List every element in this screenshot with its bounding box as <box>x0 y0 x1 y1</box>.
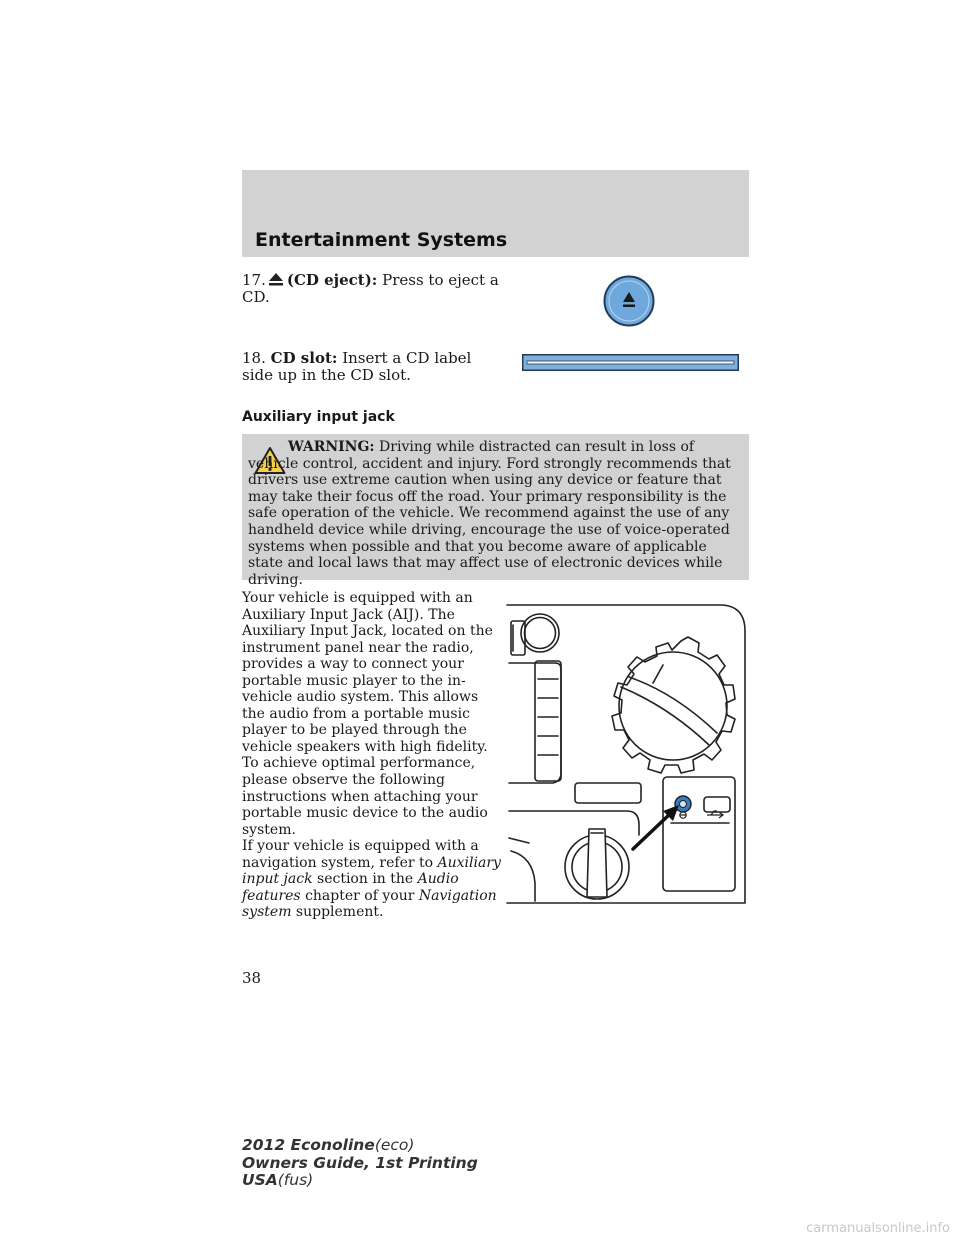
page-number: 38 <box>242 969 262 987</box>
cd-slot-icon <box>522 354 739 371</box>
warning-text <box>248 439 742 588</box>
item-text: Press to eject a CD. <box>242 271 499 306</box>
cd-eject-button-illustration <box>603 275 655 327</box>
item-label: CD slot: <box>270 349 338 367</box>
item-text: Insert a CD label side up in the CD slot. <box>242 349 472 384</box>
item-number: 17. <box>242 271 266 289</box>
eject-icon <box>268 272 284 286</box>
instrument-panel-illustration <box>505 603 749 905</box>
item-label: (CD eject): <box>286 271 378 289</box>
aij-navigation-note: If your vehicle is equipped with a navigation system, refer to Auxiliary input jack section in the Audio features chapter of your Navigation system supplement. <box>242 838 501 921</box>
auxiliary-input-description <box>242 590 504 921</box>
warning-box <box>242 434 749 588</box>
cd-eject-description <box>242 272 504 306</box>
footer-line-region: USA(fus) <box>242 1171 314 1189</box>
footer-line-guide: Owners Guide, 1st Printing <box>242 1153 478 1172</box>
reference-navigation-system: Navigation system <box>242 887 497 921</box>
watermark: carmanualsonline.info <box>806 1221 950 1236</box>
section-header-band <box>242 170 749 257</box>
footer-line-model: 2012 Econoline(eco) <box>242 1136 415 1154</box>
warning-body: Driving while distracted can result in loss of vehicle control, accident and injury. Ford strongly recommends that drivers use extreme caution when using any device or feature that may take their focus off the road. Your primary responsibility is the safe operation of the vehicle. We recommend against the use of any handheld device while driving, encourage the use of voice-operated systems when possible and that you become aware of applicable state and local laws that may affect use of electronic devices while driving. <box>248 439 731 588</box>
reference-aux-jack: Auxiliary input jack <box>242 854 501 888</box>
warning-label: WARNING: <box>288 439 375 455</box>
section-heading: Auxiliary input jack <box>242 409 395 425</box>
section-title: Entertainment Systems <box>255 229 508 251</box>
item-number: 18. <box>242 349 266 367</box>
document-footer <box>242 1137 478 1190</box>
aij-paragraph: Your vehicle is equipped with an Auxiliary Input Jack (AIJ). The Auxiliary Input Jack, located on the instrument panel near the radio, provides a way to connect your portable music player to the in-vehicle audio system. This allows the audio from a portable music player to be played through the vehicle speakers with high fidelity. To achieve optimal performance, please observe the following instructions when attaching your portable music device to the audio system. <box>242 590 493 838</box>
reference-audio-features: Audio features <box>242 871 459 904</box>
cd-slot-description <box>242 350 504 384</box>
